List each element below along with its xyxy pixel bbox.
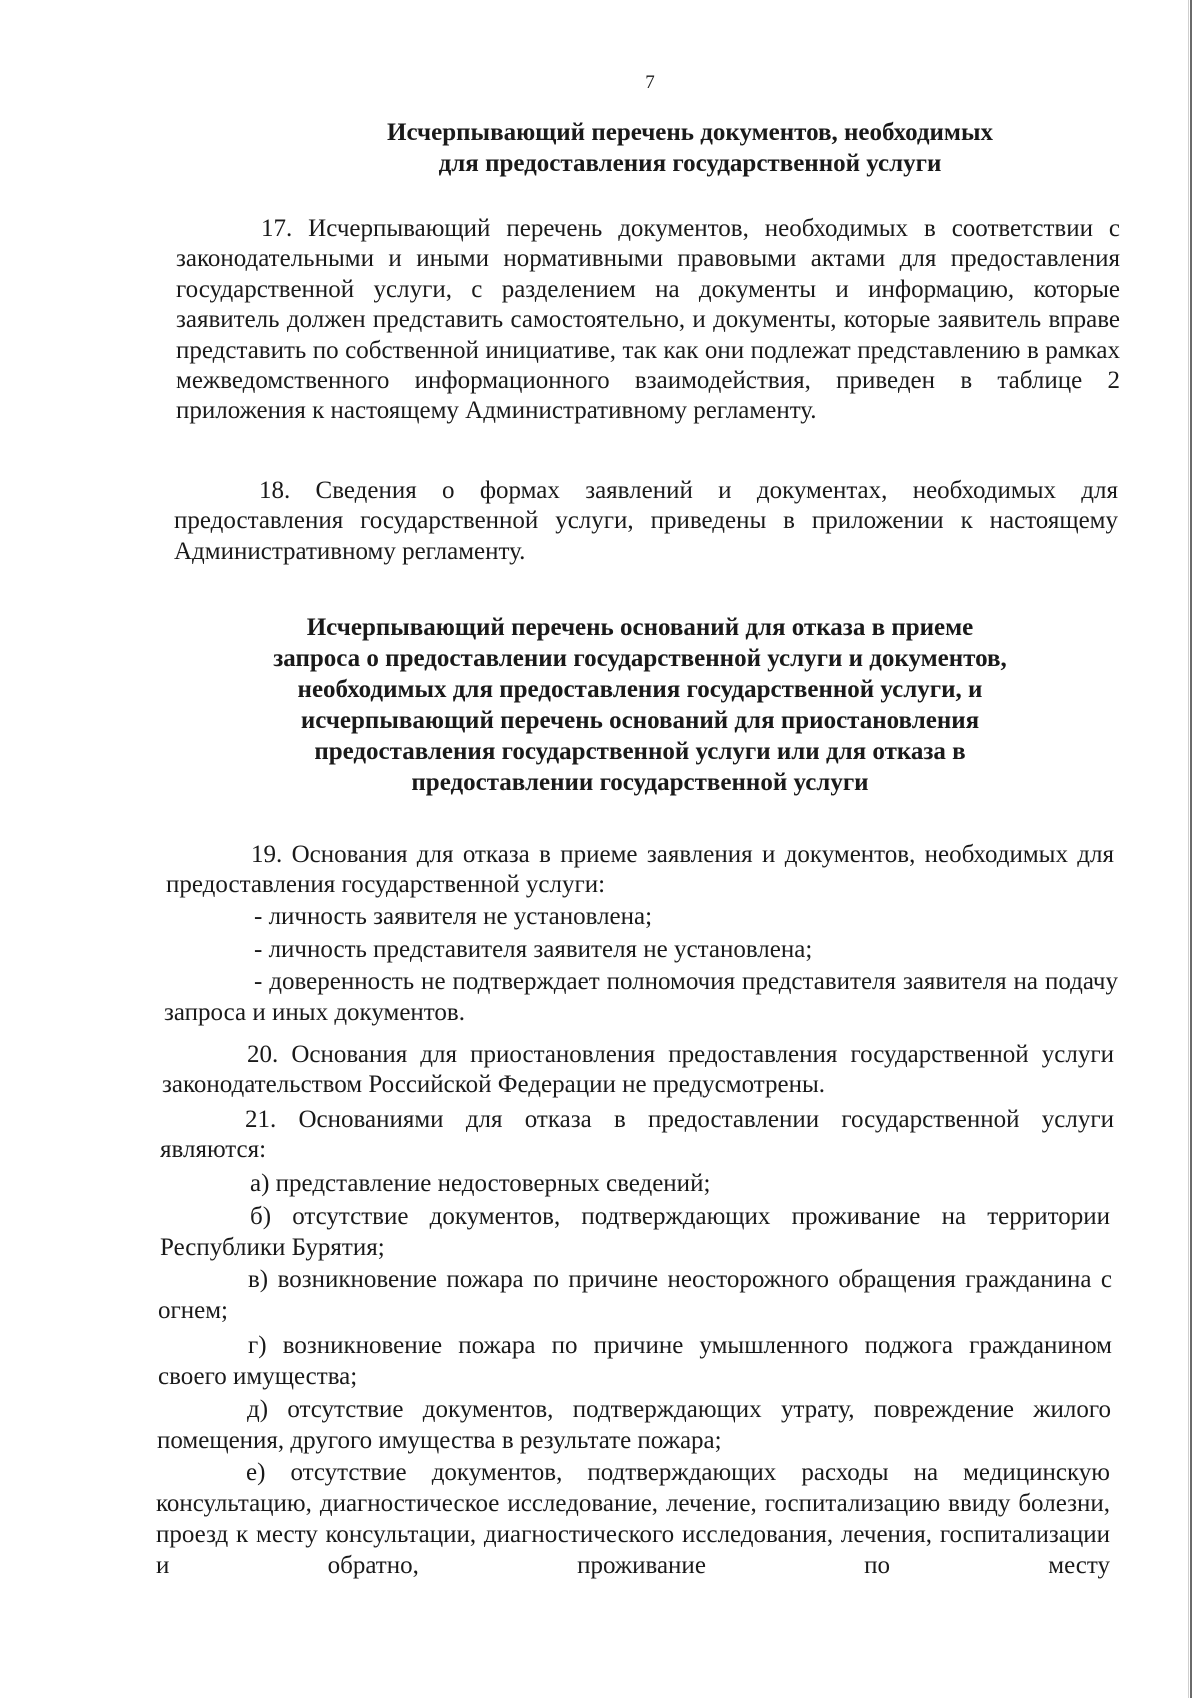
list-item: - личность заявителя не установлена; xyxy=(254,903,653,930)
paragraph-17: 17. Исчерпывающий перечень документов, необходимых в соответствии с законодательными и иными нормативными правовыми актами для предоставления государственной услуги, с разделением на документы и информацию, которые заявитель должен представить самостоятельно, и документы, которые заявитель вправе представить по собственной инициативе, так как они подлежат представлению в рамках межведомственного информационного взаимодействия, приведен в таблице 2 приложения к настоящему Административному регламенту. xyxy=(176,215,1120,425)
scan-edge-shadow xyxy=(1188,0,1189,1698)
list-item: в) возникновение пожара по причине неосторожного обращения гражданина с огнем; xyxy=(158,1266,1112,1324)
heading-line: Исчерпывающий перечень оснований для отказа в приеме xyxy=(306,614,974,641)
paragraph-19: 19. Основания для отказа в приеме заявления и документов, необходимых для предоставления государственной услуги: xyxy=(166,841,1114,899)
section-heading-refusal-grounds xyxy=(200,612,1080,798)
paragraph-21: 21. Основаниями для отказа в предоставлении государственной услуги являются: xyxy=(160,1106,1114,1164)
heading-line: Исчерпывающий перечень документов, необходимых xyxy=(387,119,993,146)
heading-line: для предоставления государственной услуги xyxy=(438,150,942,177)
heading-line: запроса о предоставлении государственной услуги и документов, xyxy=(273,645,1007,672)
list-item: а) представление недостоверных сведений; xyxy=(250,1170,711,1197)
list-item: - доверенность не подтверждает полномочия представителя заявителя на подачу запроса и иных документов. xyxy=(164,968,1118,1026)
list-item: б) отсутствие документов, подтверждающих проживание на территории Республики Бурятия; xyxy=(160,1203,1110,1261)
section-heading-documents xyxy=(310,117,1070,179)
list-item: д) отсутствие документов, подтверждающих утрату, повреждение жилого помещения, другого имущества в результате пожара; xyxy=(157,1396,1111,1454)
heading-line: исчерпывающий перечень оснований для приостановления xyxy=(300,707,980,734)
paragraph-20: 20. Основания для приостановления предоставления государственной услуги законодательством Российской Федерации не предусмотрены. xyxy=(162,1041,1114,1099)
heading-line: предоставлении государственной услуги xyxy=(411,769,869,796)
scan-edge-line xyxy=(1190,0,1192,1698)
page-number: 7 xyxy=(645,72,655,93)
heading-line: предоставления государственной услуги или для отказа в xyxy=(314,738,966,765)
list-item: - личность представителя заявителя не установлена; xyxy=(254,936,813,963)
list-item: г) возникновение пожара по причине умышленного поджога гражданином своего имущества; xyxy=(158,1332,1112,1390)
paragraph-18: 18. Сведения о формах заявлений и документах, необходимых для предоставления государственной услуги, приведены в приложении к настоящему Административному регламенту. xyxy=(174,477,1118,565)
heading-line: необходимых для предоставления государственной услуги, и xyxy=(297,676,983,703)
list-item: е) отсутствие документов, подтверждающих расходы на медицинскую консультацию, диагностическое исследование, лечение, госпитализацию ввиду болезни, проезд к месту консультации, диагностического исследования, лечения, госпитализации и обратно, проживание по месту xyxy=(156,1459,1110,1579)
